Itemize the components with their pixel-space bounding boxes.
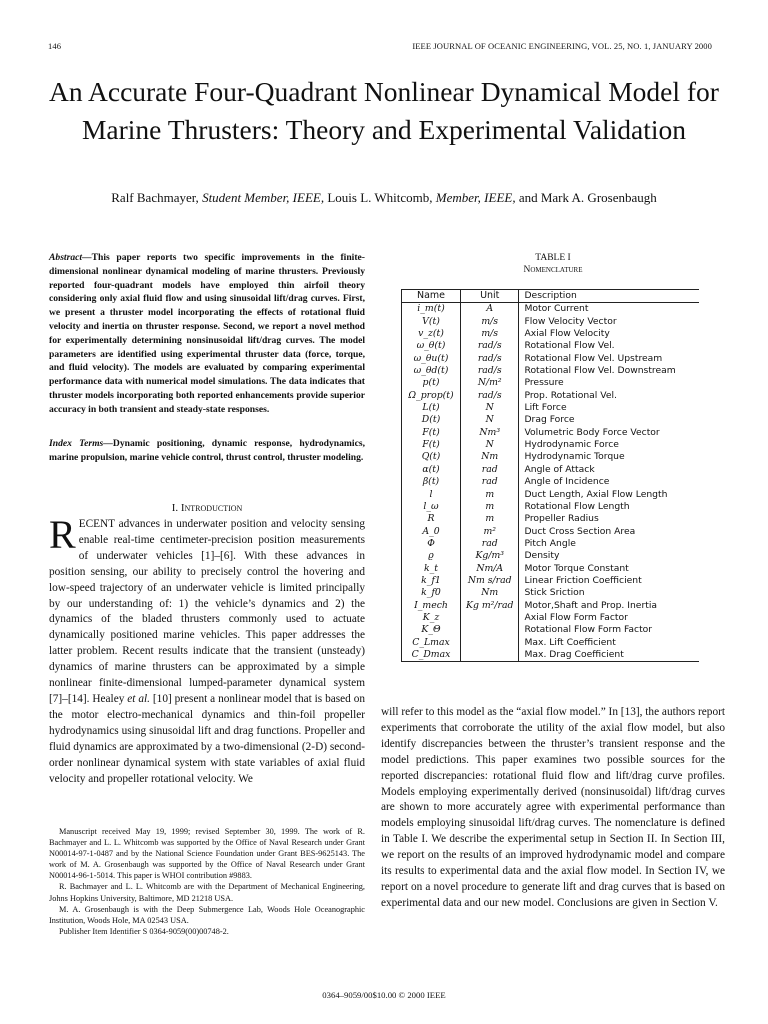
table-row [402, 316, 700, 328]
column-header-unit: Unit [461, 290, 519, 303]
unit-cell [461, 637, 519, 649]
table-header-row [402, 290, 700, 303]
symbol-cell: D(t) [402, 414, 461, 426]
symbol-cell: ω_θd(t) [402, 365, 461, 377]
et-al: et al. [127, 692, 150, 705]
description-cell: Rotational Flow Vel. Downstream [524, 365, 676, 377]
table-row [402, 624, 700, 636]
unit-cell: Kg m²/rad [461, 600, 519, 612]
description-cell: Hydrodynamic Force [524, 439, 619, 451]
description-cell: Motor,Shaft and Prop. Inertia [524, 599, 658, 611]
description-cell: Rotational Flow Form Factor [524, 624, 653, 636]
table-caption [381, 252, 725, 276]
symbol-cell: k_t [402, 563, 461, 575]
author-3: and Mark A. Grosenbaugh [518, 190, 657, 205]
symbol-cell: α(t) [402, 464, 461, 476]
symbol-cell: Q(t) [402, 451, 461, 463]
unit-cell: Nm [461, 587, 519, 599]
table-row [402, 501, 700, 513]
description-cell: Prop. Rotational Vel. [524, 389, 617, 401]
unit-cell: N [461, 402, 519, 414]
table-row [402, 390, 700, 402]
description-cell: Flow Velocity Vector [524, 315, 617, 327]
symbol-cell: Φ [402, 538, 461, 550]
unit-cell: Nm/A [461, 563, 519, 575]
table-row [402, 489, 700, 501]
abstract-lead: Abstract— [49, 252, 92, 263]
symbol-cell: l_ω [402, 501, 461, 513]
description-cell: Linear Friction Coefficient [524, 574, 642, 586]
unit-cell: rad/s [461, 390, 519, 402]
symbol-cell: ϱ [402, 550, 461, 562]
symbol-cell: K_Θ [402, 624, 461, 636]
unit-cell: rad [461, 538, 519, 550]
symbol-cell: A_0 [402, 526, 461, 538]
table-row [402, 427, 700, 439]
description-cell: Pressure [524, 377, 564, 389]
unit-cell: rad/s [461, 365, 519, 377]
description-cell: Axial Flow Form Factor [524, 611, 628, 623]
footnote: R. Bachmayer and L. L. Whitcomb are with the Department of Mechanical Engineering, Johns Hopkins University, Baltimore, MD 21218 USA. [49, 882, 365, 903]
unit-cell: m [461, 489, 519, 501]
description-cell: Duct Length, Axial Flow Length [524, 488, 668, 500]
symbol-cell: C_Lmax [402, 637, 461, 649]
index-terms-lead: Index Terms— [49, 438, 113, 449]
symbol-cell: ω_θu(t) [402, 353, 461, 365]
symbol-cell: k_f0 [402, 587, 461, 599]
table-row [402, 328, 700, 340]
description-cell: Density [524, 550, 560, 562]
introduction-body [49, 512, 366, 787]
table-row [402, 464, 700, 476]
symbol-cell: l [402, 489, 461, 501]
intro-text: ECENT advances in underwater position and velocity sensing enable real-time centimeter-precision position measurements of underwater vehicles [1]–[6]. With these advances in position sensing, our ability to precisely control the hovering and low-speed trajectory of an underwater vehicle is limited principally by our understanding of: 1) the vehicle’s dynamics and 2) the dynamics of the bladed thrusters commonly used to actuate dynamically positioned marine vehicles. This paper addresses the latter problem. Recent results indicate that the transient (unsteady) dynamics of marine thrusters can be approximated by a simple nonlinear finite-dimensional lumped-parameter dynamical system [7]–[14]. Healey [49, 518, 365, 705]
abstract-text: This paper reports two specific improvements in the finite-dimensional nonlinear dynamical modeling of marine thrusters. Previously reported four-quadrant models have employed thin airfoil theory considering only axial fluid flow and using sinusoidal lift/drag curves. First, we present a thruster model incorporating the effects of rotational fluid velocity and inertia on thruster response. Second, we report a novel method for experimentally determining nonsinusoidal lift/drag curves. The model parameters are identified using experimental thruster data (force, torque, and fluid velocity). The models are evaluated by comparing experimental performance data with numerical model simulations. The data indicates that thruster models incorporating both reported enhancements provide superior accuracy in both transient and steady-state responses. [49, 252, 365, 415]
copyright-footer: 0364–9059/00$10.00 © 2000 IEEE [322, 990, 446, 1000]
table-title: Nomenclature [523, 265, 583, 275]
description-cell: Axial Flow Velocity [524, 328, 610, 340]
symbol-cell: V(t) [402, 316, 461, 328]
description-cell: Max. Drag Coefficient [519, 649, 700, 662]
drop-cap: R [49, 512, 76, 557]
page-number: 146 [48, 41, 62, 51]
symbol-cell: p(t) [402, 377, 461, 389]
description-cell: Angle of Incidence [524, 476, 610, 488]
table-row [402, 637, 700, 649]
description-cell: Angle of Attack [524, 463, 595, 475]
author-line [40, 190, 728, 206]
table-row [402, 563, 700, 575]
table-row [402, 600, 700, 612]
table-row [402, 451, 700, 463]
unit-cell: m/s [461, 328, 519, 340]
symbol-cell: F(t) [402, 439, 461, 451]
author-2-role: Member, IEEE, [435, 190, 516, 205]
symbol-cell: F(t) [402, 427, 461, 439]
footnote: Publisher Item Identifier S 0364-9059(00)00748-2. [59, 926, 229, 936]
unit-cell: Kg/m³ [461, 550, 519, 562]
unit-cell: rad [461, 476, 519, 488]
table-row [402, 365, 700, 377]
description-cell: Volumetric Body Force Vector [524, 426, 660, 438]
table-row [402, 353, 700, 365]
description-cell: Propeller Radius [524, 513, 599, 525]
table-row [402, 612, 700, 624]
table-row [402, 587, 700, 599]
description-cell: Motor Current [524, 303, 589, 315]
symbol-cell: ω_θ(t) [402, 340, 461, 352]
table-row [402, 303, 700, 316]
nomenclature-table [401, 289, 699, 662]
paper-title: An Accurate Four-Quadrant Nonlinear Dynamical Model for Marine Thrusters: Theory and Experimental Validation [49, 76, 719, 145]
footnote: M. A. Grosenbaugh is with the Deep Submergence Lab, Woods Hole Oceanographic Institution, Woods Hole, MA 02543 USA. [49, 904, 365, 925]
section-title: Introduction [180, 502, 243, 514]
description-cell: Drag Force [524, 414, 575, 426]
section-heading [49, 502, 365, 514]
table-label: TABLE I [535, 253, 571, 263]
unit-cell: Nm³ [461, 427, 519, 439]
table-row [402, 439, 700, 451]
symbol-cell: L(t) [402, 402, 461, 414]
description-cell: Max. Lift Coefficient [524, 636, 616, 648]
unit-cell: m² [461, 526, 519, 538]
column-header-description: Description [519, 290, 700, 303]
intro-text-continued: [10] present a nonlinear model that is based on the motor electro-mechanical dynamics and thin-foil propeller hydrodynamics using sinusoidal lift and drag functions. Propeller and fluid dynamics are approximated by a two-dimensional (2-D) second-order nonlinear dynamical system with state variables of axial fluid velocity and propeller rotational velocity. We [49, 692, 366, 785]
table-row [402, 340, 700, 352]
symbol-cell: C_Dmax [402, 649, 461, 662]
unit-cell: N [461, 414, 519, 426]
symbol-cell: Ω_prop(t) [402, 390, 461, 402]
description-cell: Duct Cross Section Area [524, 525, 636, 537]
unit-cell: N [461, 439, 519, 451]
unit-cell: m [461, 501, 519, 513]
footnotes [49, 826, 365, 937]
table-row [402, 649, 700, 662]
author-1: Ralf Bachmayer, [111, 190, 199, 205]
symbol-cell: v_z(t) [402, 328, 461, 340]
unit-cell: N/m² [461, 377, 519, 389]
table-row [402, 526, 700, 538]
table-row [402, 550, 700, 562]
symbol-cell: K_z [402, 612, 461, 624]
unit-cell: Nm s/rad [461, 575, 519, 587]
symbol-cell: I_mech [402, 600, 461, 612]
table-row [402, 476, 700, 488]
section-number: I. [171, 502, 179, 514]
unit-cell [461, 649, 519, 662]
symbol-cell: k_f1 [402, 575, 461, 587]
symbol-cell: i_m(t) [402, 303, 461, 316]
description-cell: Rotational Flow Vel. [524, 340, 615, 352]
unit-cell: rad [461, 464, 519, 476]
unit-cell: Nm [461, 451, 519, 463]
author-2: Louis L. Whitcomb, [327, 190, 433, 205]
unit-cell: m [461, 513, 519, 525]
index-terms-text: Dynamic positioning, dynamic response, hydrodynamics, marine propulsion, marine vehicle control, thrust control, thruster modeling. [49, 438, 365, 463]
description-cell: Hydrodynamic Torque [524, 451, 625, 463]
author-1-role: Student Member, IEEE, [202, 190, 325, 205]
description-cell: Rotational Flow Vel. Upstream [524, 352, 663, 364]
description-cell: Motor Torque Constant [524, 562, 629, 574]
footnote: Manuscript received May 19, 1999; revised September 30, 1999. The work of R. Bachmayer and L. L. Whitcomb was supported by the Office of Naval Research under Grant N00014-97-1-0487 and by the National Science Foundation under Grant BES-9625143. The work of M. A. Grosenbaugh was supported by the Office of Naval Research under Grant N00014-96-1-5014. This paper is WHOI contribution #9883. [49, 827, 365, 881]
index-terms [49, 437, 365, 465]
right-column-text: will refer to this model as the “axial flow model.” In [13], the authors report experiments that corroborate the utility of the axial flow model, but also identify discrepancies between the thruster’s transient response and the model predictions. This paper examines two possible sources for the reported discrepancies: rotational fluid flow and lift/drag curve profiles. Models employing experimentally derived (nonsinusoidal) lift/drag curves are shown to more accurately agree with experimental performance than models employing sinusoidal lift/drag curves. The nomenclature is defined in Table I. We describe the experimental setup in Section II. In Section III, we report on the results of an improved hydrodynamic model and compare its results to experimental data and the axial flow model. In Section IV, we report on a novel procedure to generate lift and drag curves that is based on experimental data and our new model. Conclusions are given in Section V. [381, 706, 725, 909]
table-row [402, 575, 700, 587]
description-cell: Stick Sriction [524, 587, 585, 599]
table-row [402, 513, 700, 525]
column-header-name: Name [402, 290, 461, 303]
unit-cell: m/s [461, 316, 519, 328]
unit-cell: rad/s [461, 340, 519, 352]
symbol-cell: β(t) [402, 476, 461, 488]
abstract [49, 251, 365, 417]
symbol-cell: R [402, 513, 461, 525]
journal-header: IEEE JOURNAL OF OCEANIC ENGINEERING, VOL. 25, NO. 1, JANUARY 2000 [412, 41, 712, 51]
table-row [402, 538, 700, 550]
unit-cell [461, 624, 519, 636]
description-cell: Pitch Angle [524, 537, 576, 549]
table-row [402, 377, 700, 389]
description-cell: Lift Force [524, 402, 567, 414]
unit-cell: A [461, 303, 519, 316]
unit-cell [461, 612, 519, 624]
table-row [402, 414, 700, 426]
unit-cell: rad/s [461, 353, 519, 365]
table-row [402, 402, 700, 414]
description-cell: Rotational Flow Length [524, 500, 630, 512]
